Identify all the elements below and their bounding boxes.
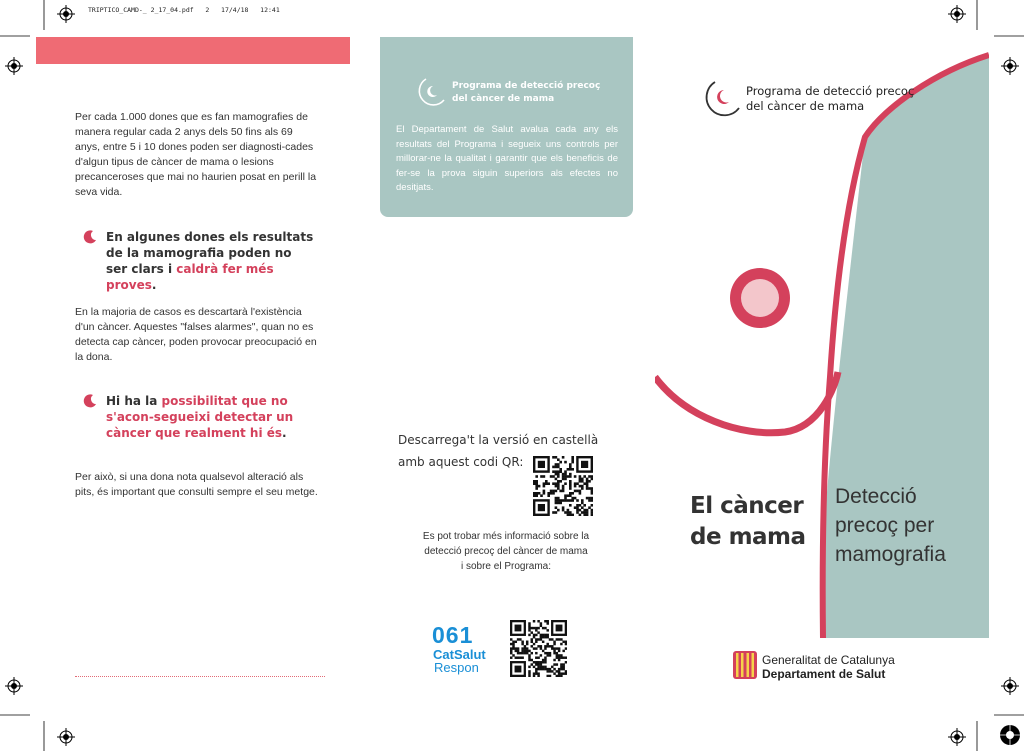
main-heading-line2: de mama xyxy=(690,524,806,550)
logo-respon: Respon xyxy=(434,660,479,675)
program-logo-icon xyxy=(697,78,743,124)
print-header: TRIPTICO_CAMD-_ 2_17_04.pdf 2 17/4/18 12:41 xyxy=(88,6,280,14)
breast-curve xyxy=(655,372,838,433)
subheading-line1: Detecció xyxy=(835,485,917,508)
subheading-line3: mamografia xyxy=(835,543,946,566)
program-logo-icon xyxy=(412,76,448,112)
moon-icon xyxy=(82,393,98,409)
program-title-line1: Programa de detecció precoç xyxy=(746,84,915,98)
box-title-line1: Programa de detecció precoç xyxy=(452,81,601,91)
info-line3: i sobre el Programa: xyxy=(460,561,552,572)
consult-doctor-paragraph: Per això, si una dona nota qualsevol alteració als pits, és important que consulti sempre el seu metge. xyxy=(75,471,318,498)
info-line2: detecció precoç del càncer de mama xyxy=(424,546,588,557)
qr-caption-line1: Descarrega't la versió en castellà xyxy=(398,433,599,447)
red-header-band xyxy=(36,37,350,64)
logo-061: 061 xyxy=(432,622,474,648)
qr-code-spanish-version[interactable] xyxy=(533,456,593,516)
nipple-inner xyxy=(741,279,779,317)
program-title-line2: del càncer de mama xyxy=(746,99,865,113)
box-title-line2: del càncer de mama xyxy=(452,94,555,104)
main-heading-line1: El càncer xyxy=(690,493,804,519)
qr-code-more-info[interactable] xyxy=(510,620,567,677)
dotted-divider xyxy=(75,676,325,677)
callout-missed-cancer: Hi ha la possibilitat que no s'acon-segueixi detectar un càncer que realment hi és. xyxy=(106,394,294,440)
logo-catsalut: CatSalut xyxy=(433,647,486,662)
qr-caption-line2: amb aquest codi QR: xyxy=(398,455,524,469)
box-paragraph: El Departament de Salut avalua cada any els resultats del Programa i segueix uns controls per millorar-ne la qualitat i garantir que els beneficis de fer-se la prova siguin superiors als efectes no desitjats. xyxy=(396,124,618,193)
callout-more-tests: En algunes dones els resultats de la mamografia poden no ser clars i caldrà fer més proves. xyxy=(106,230,314,292)
generalitat-line2: Departament de Salut xyxy=(762,667,886,681)
false-alarm-paragraph: En la majoria de casos es descartarà l'existència d'un càncer. Aquestes "falses alarmes", quan no es detecta cap càncer, poden provocar preocupació en la dona. xyxy=(75,306,317,363)
info-line1: Es pot trobar més informació sobre la xyxy=(422,531,590,542)
subheading-line2: precoç per xyxy=(835,514,935,537)
generalitat-line1: Generalitat de Catalunya xyxy=(762,653,895,667)
generalitat-flag-icon xyxy=(733,651,757,679)
moon-icon xyxy=(82,229,98,245)
intro-paragraph: Per cada 1.000 dones que es fan mamografies de manera regular cada 2 anys dels 50 fins als 69 anys, entre 5 i 10 dones poden ser diagnosti-cades d'algun tipus de càncer de mama o lesions precanceroses que mai no haurien posat en perill la seva vida. xyxy=(75,111,317,198)
